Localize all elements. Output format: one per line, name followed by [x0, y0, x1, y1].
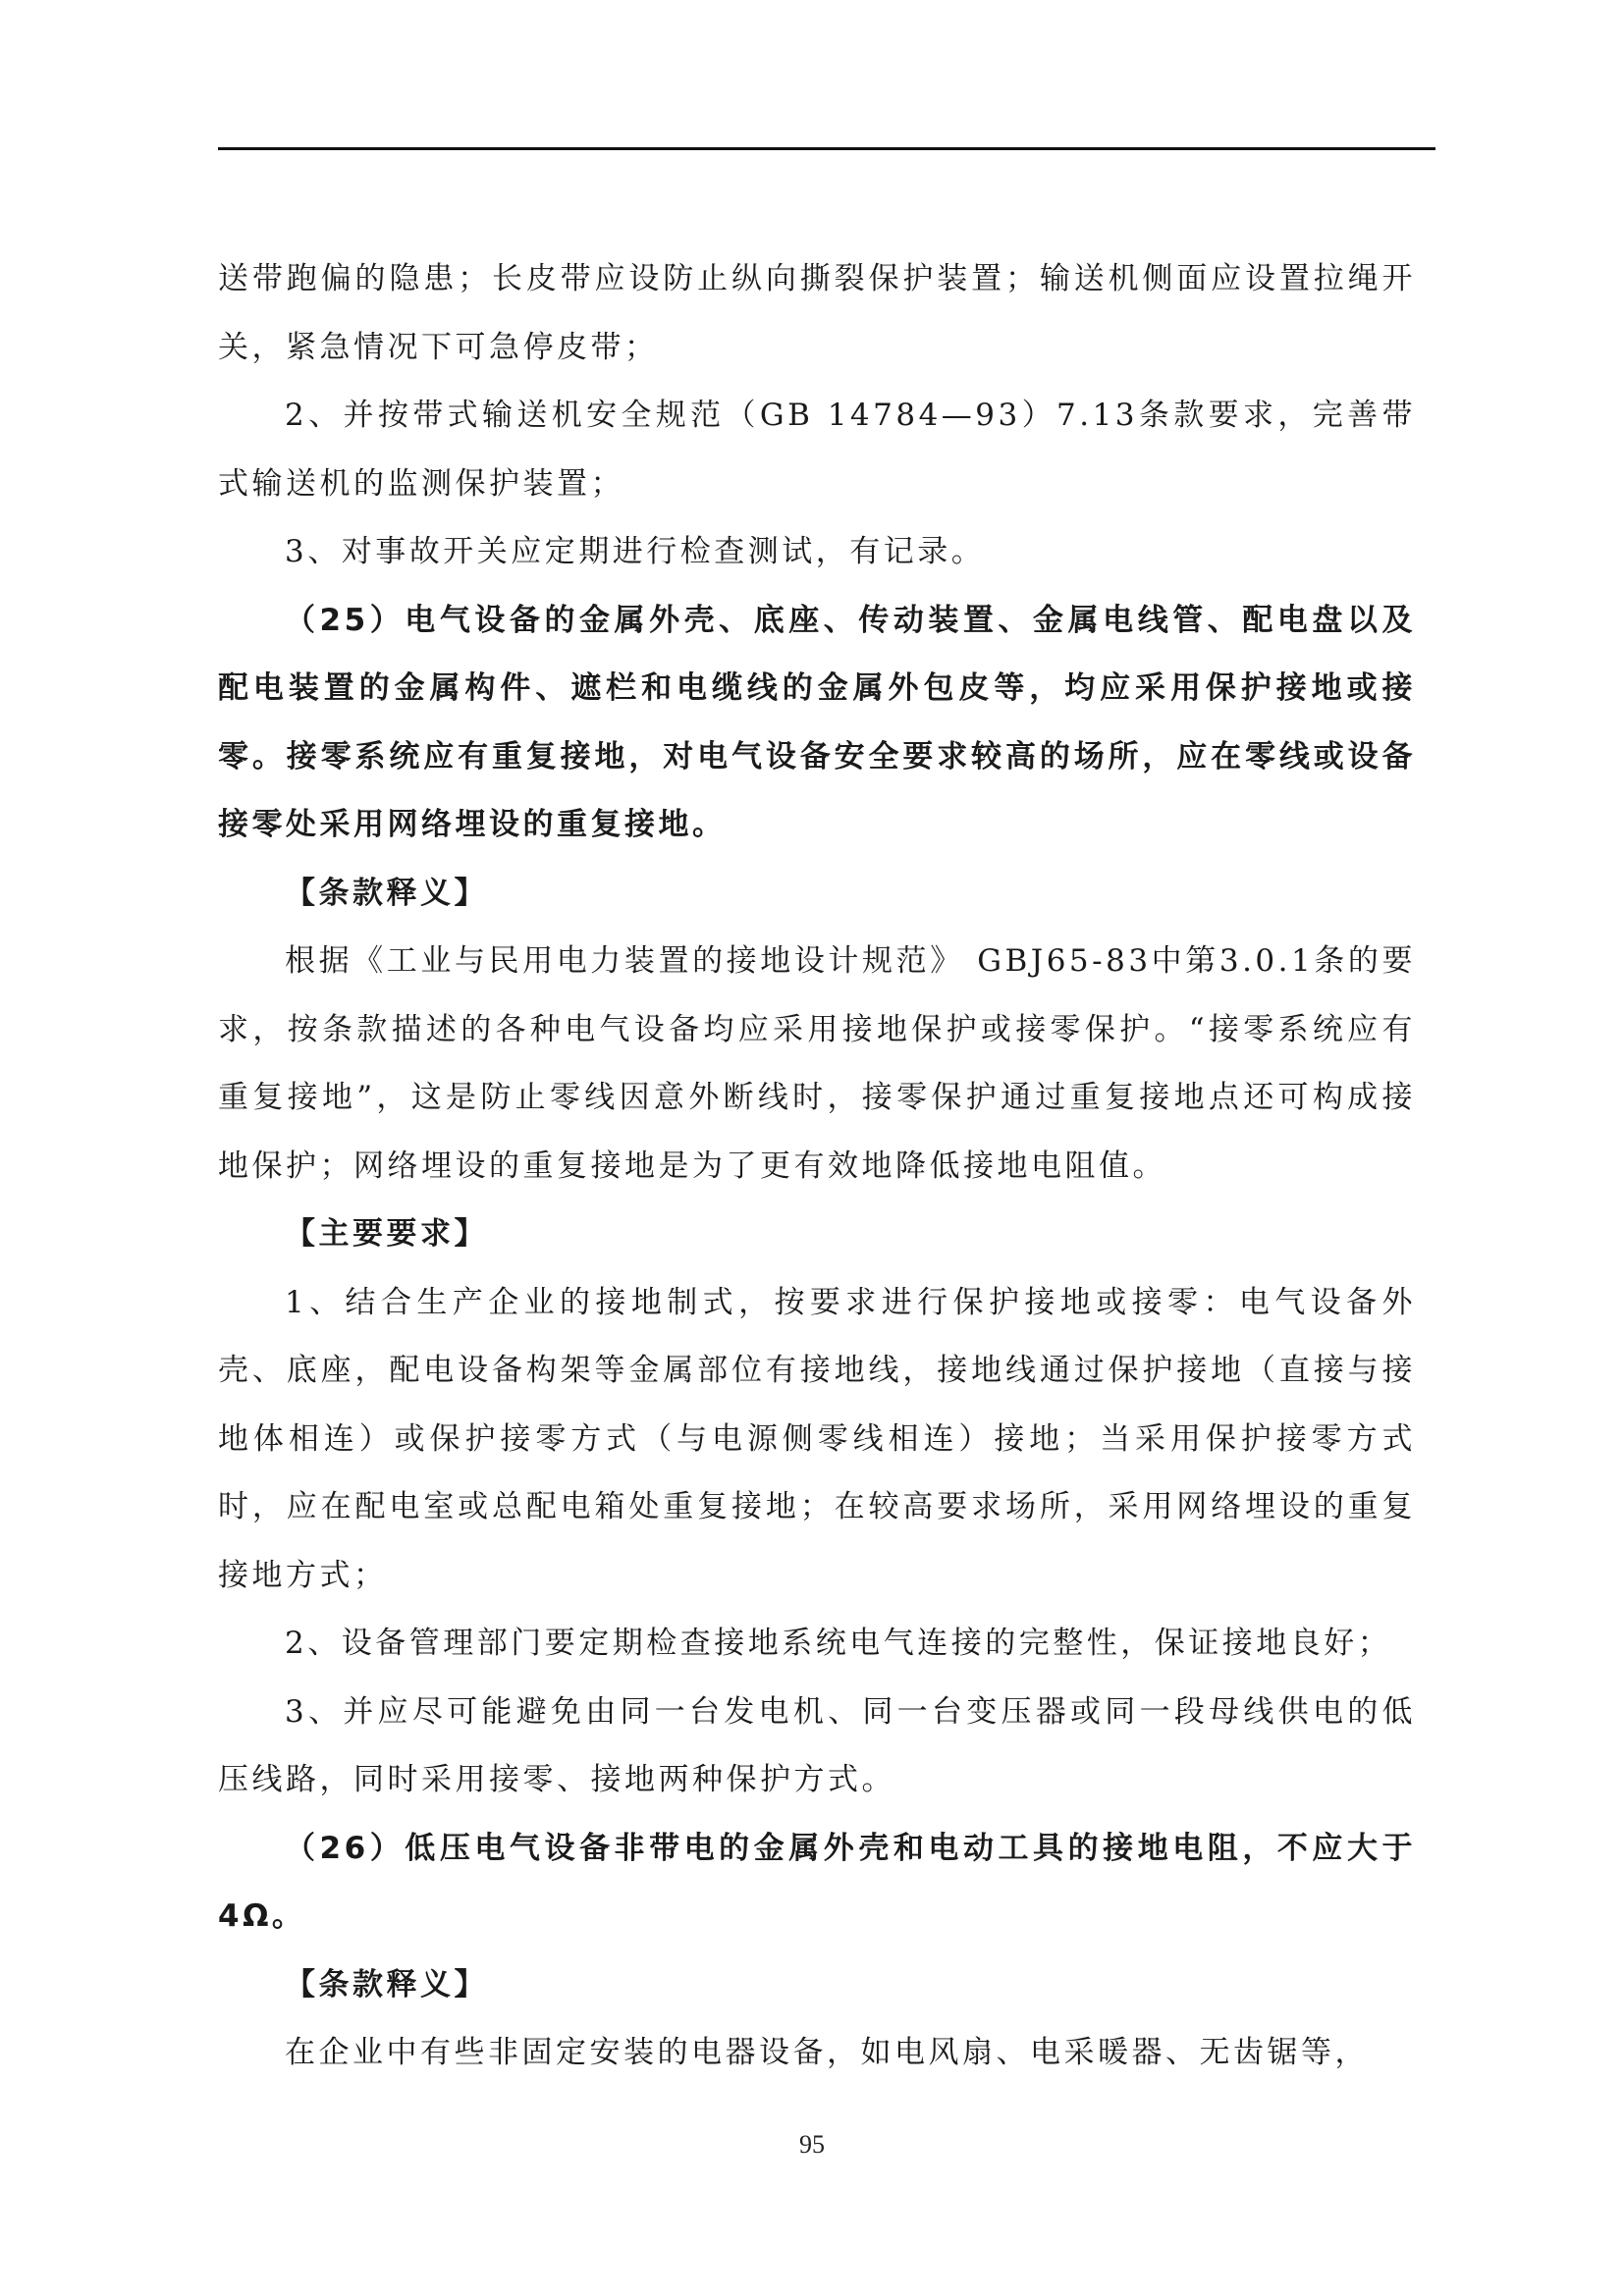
requirement-item-2: 2、并按带式输送机安全规范（GB 14784—93）7.13条款要求，完善带式输送机的监测保护装置；	[218, 398, 1416, 502]
main-requirement-2: 2、设备管理部门要定期检查接地系统电气连接的完整性，保证接地良好；	[285, 1626, 1392, 1661]
section-heading-interpretation: 【条款释义】	[285, 875, 488, 911]
header-rule	[218, 147, 1435, 150]
main-requirement-3: 3、并应尽可能避免由同一台发电机、同一台变压器或同一段母线供电的低压线路，同时采用接零、接地两种保护方式。	[218, 1693, 1416, 1797]
requirement-item-3: 3、对事故开关应定期进行检查测试，有记录。	[285, 534, 986, 569]
page-number: 95	[799, 2130, 825, 2159]
section-heading-interpretation-2: 【条款释义】	[285, 1966, 488, 2002]
paragraph-continuation: 送带跑偏的隐患；长皮带应设防止纵向撕裂保护装置；输送机侧面应设置拉绳开关，紧急情况下可急停皮带；	[218, 261, 1416, 365]
clause-25: （25）电气设备的金属外壳、底座、传动装置、金属电线管、配电盘以及配电装置的金属构件、遮栏和电缆线的金属外包皮等，均应采用保护接地或接零。接零系统应有重复接地，对电气设备安全要求较高的场所，应在零线或设备接零处采用网络埋设的重复接地。	[218, 602, 1416, 842]
clause-26: （26）低压电气设备非带电的金属外壳和电动工具的接地电阻，不应大于4Ω。	[218, 1830, 1416, 1934]
section-heading-main-requirements: 【主要要求】	[285, 1216, 488, 1252]
document-body	[218, 245, 1416, 2088]
main-requirement-1: 1、结合生产企业的接地制式，按要求进行保护接地或接零：电气设备外壳、底座，配电设备构架等金属部位有接地线，接地线通过保护接地（直接与接地体相连）或保护接零方式（与电源侧零线相连）接地；当采用保护接零方式时，应在配电室或总配电箱处重复接地；在较高要求场所，采用网络埋设的重复接地方式；	[218, 1284, 1416, 1593]
interpretation-paragraph-2: 在企业中有些非固定安装的电器设备，如电风扇、电采暖器、无齿锯等，	[285, 2035, 1369, 2070]
interpretation-paragraph: 根据《工业与民用电力装置的接地设计规范》 GBJ65-83中第3.0.1条的要求，按条款描述的各种电气设备均应采用接地保护或接零保护。“接零系统应有重复接地”，这是防止零线因意外断线时，接零保护通过重复接地点还可构成接地保护；网络埋设的重复接地是为了更有效地降低接地电阻值。	[218, 943, 1416, 1184]
